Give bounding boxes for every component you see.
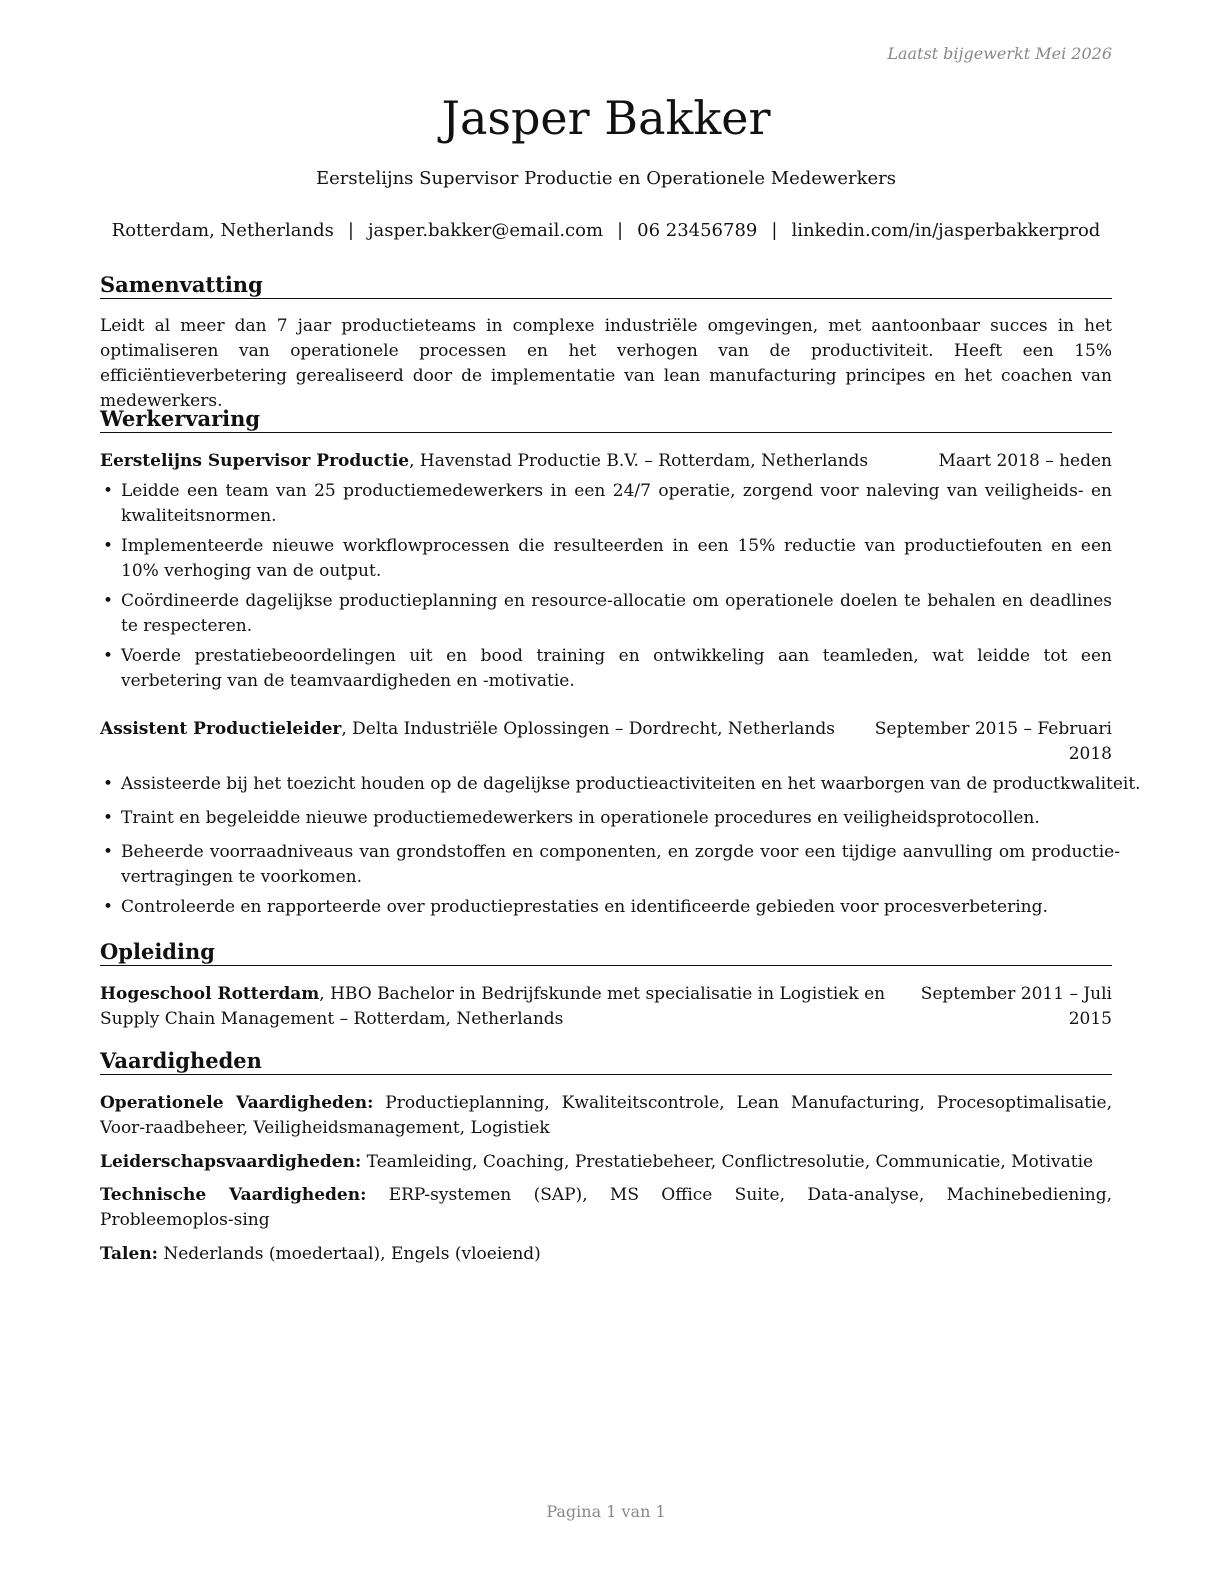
list-item: • Traint en begeleidde nieuwe productiemedewerkers in operationele procedures en veiligheidsprotocollen. — [100, 806, 1120, 831]
job-title: Eerstelijns Supervisor Productie — [100, 451, 410, 471]
skill-label: Operationele Vaardigheden: — [100, 1093, 374, 1113]
skill-label: Leiderschapsvaardigheden: — [100, 1152, 362, 1172]
job-dates: Maart 2018 – heden — [938, 451, 1112, 471]
skill-label: Talen: — [100, 1244, 158, 1264]
job-company: , Havenstad Productie B.V. – Rotterdam, Netherlands — [409, 451, 869, 471]
last-updated: Laatst bijgewerkt Mei 2026 — [887, 44, 1112, 63]
education-degree — [100, 982, 885, 1032]
job-dates-line: September 2015 – Februari — [874, 719, 1112, 739]
education-dates — [921, 982, 1112, 1032]
contact-separator: | — [771, 220, 778, 241]
skill-row — [100, 1183, 1112, 1233]
job-dates — [875, 717, 1112, 767]
summary-text: Leidt al meer dan 7 jaar productieteams in complexe industriële omgevingen, met aantoonbaar succes in het optimaliseren van operationele processen en het verhogen van de productiviteit. Heeft een 15% efficiëntieverbetering gerealiseerd door de implementatie van lean manufacturing principes en het coachen van medewerkers. — [100, 316, 1112, 411]
candidate-name: Jasper Bakker — [441, 91, 771, 145]
job-dates-line: 2018 — [1068, 744, 1112, 764]
contact-linkedin[interactable]: linkedin.com/in/jasperbakkerprod — [791, 220, 1101, 241]
list-item: • Implementeerde nieuwe workflowprocessen die resulteerden in een 15% reductie van productiefouten en een 10% verhoging van de output. — [100, 534, 1112, 584]
degree-line: , HBO Bachelor in Bedrijfskunde met specialisatie in Logistiek en — [319, 984, 886, 1004]
school-name: Hogeschool Rotterdam — [100, 984, 320, 1004]
skill-value: Productieplanning, Kwaliteitscontrole, Lean Manufacturing, Procesoptimalisatie, Voor-raadbeheer, Veiligheidsmanagement, Logistiek — [100, 1093, 1112, 1138]
contact-location: Rotterdam, Netherlands — [111, 220, 334, 241]
resume-page — [100, 0, 1141, 1584]
contact-email[interactable]: jasper.bakker@email.com — [367, 220, 604, 241]
list-item: • Assisteerde bij het toezicht houden op de dagelijkse productieactiviteiten en het waarborgen van de productkwaliteit. — [100, 772, 1120, 797]
job-bullets — [100, 772, 1141, 920]
education-heading: Opleiding — [100, 939, 1112, 966]
skills-heading: Vaardigheden — [100, 1048, 1112, 1075]
job-company: , Delta Industriële Oplossingen – Dordrecht, Netherlands — [341, 719, 835, 739]
skill-row — [100, 1091, 1112, 1141]
page-number: Pagina 1 van 1 — [546, 1502, 666, 1521]
list-item: • Voerde prestatiebeoordelingen uit en bood training en ontwikkeling aan teamleden, wat leidde tot een verbetering van de teamvaardigheden en -motivatie. — [100, 644, 1112, 694]
skill-row — [100, 1242, 1112, 1267]
summary-heading: Samenvatting — [100, 272, 1112, 299]
skill-value: Teamleiding, Coaching, Prestatiebeheer, Conflictresolutie, Communicatie, Motivatie — [361, 1152, 1094, 1172]
job-bullets — [100, 479, 1112, 694]
contact-separator: | — [347, 220, 354, 241]
list-item: • Coördineerde dagelijkse productieplanning en resource-allocatie om operationele doelen te behalen en deadlines te respecteren. — [100, 589, 1112, 639]
skill-label: Technische Vaardigheden: — [100, 1185, 367, 1205]
job-title-line — [100, 717, 835, 742]
contact-phone[interactable]: 06 23456789 — [637, 220, 758, 241]
list-item: • Controleerde en rapporteerde over productieprestaties en identificeerde gebieden voor procesverbetering. — [100, 895, 1120, 920]
job-title: Assistent Productieleider — [100, 719, 342, 739]
skill-value: Nederlands (moedertaal), Engels (vloeiend) — [157, 1244, 541, 1264]
education-dates-line: September 2011 – Juli — [920, 984, 1112, 1004]
candidate-title: Eerstelijns Supervisor Productie en Operationele Medewerkers — [315, 168, 897, 189]
skill-row — [100, 1150, 1112, 1175]
skill-value: ERP-systemen (SAP), MS Office Suite, Data-analyse, Machinebediening, Probleemoplos-sing — [100, 1185, 1112, 1230]
degree-line: Supply Chain Management – Rotterdam, Netherlands — [100, 1009, 564, 1029]
contact-line — [100, 219, 1112, 243]
list-item: • Leidde een team van 25 productiemedewerkers in een 24/7 operatie, zorgend voor naleving van veiligheids- en kwaliteitsnormen. — [100, 479, 1112, 529]
job-title-line — [100, 449, 868, 474]
contact-separator: | — [617, 220, 624, 241]
experience-heading: Werkervaring — [100, 406, 1112, 433]
education-dates-line: 2015 — [1068, 1009, 1112, 1029]
list-item: • Beheerde voorraadniveaus van grondstoffen en componenten, en zorgde voor een tijdige aanvulling om productie-vertragingen te voorkomen. — [100, 840, 1120, 890]
